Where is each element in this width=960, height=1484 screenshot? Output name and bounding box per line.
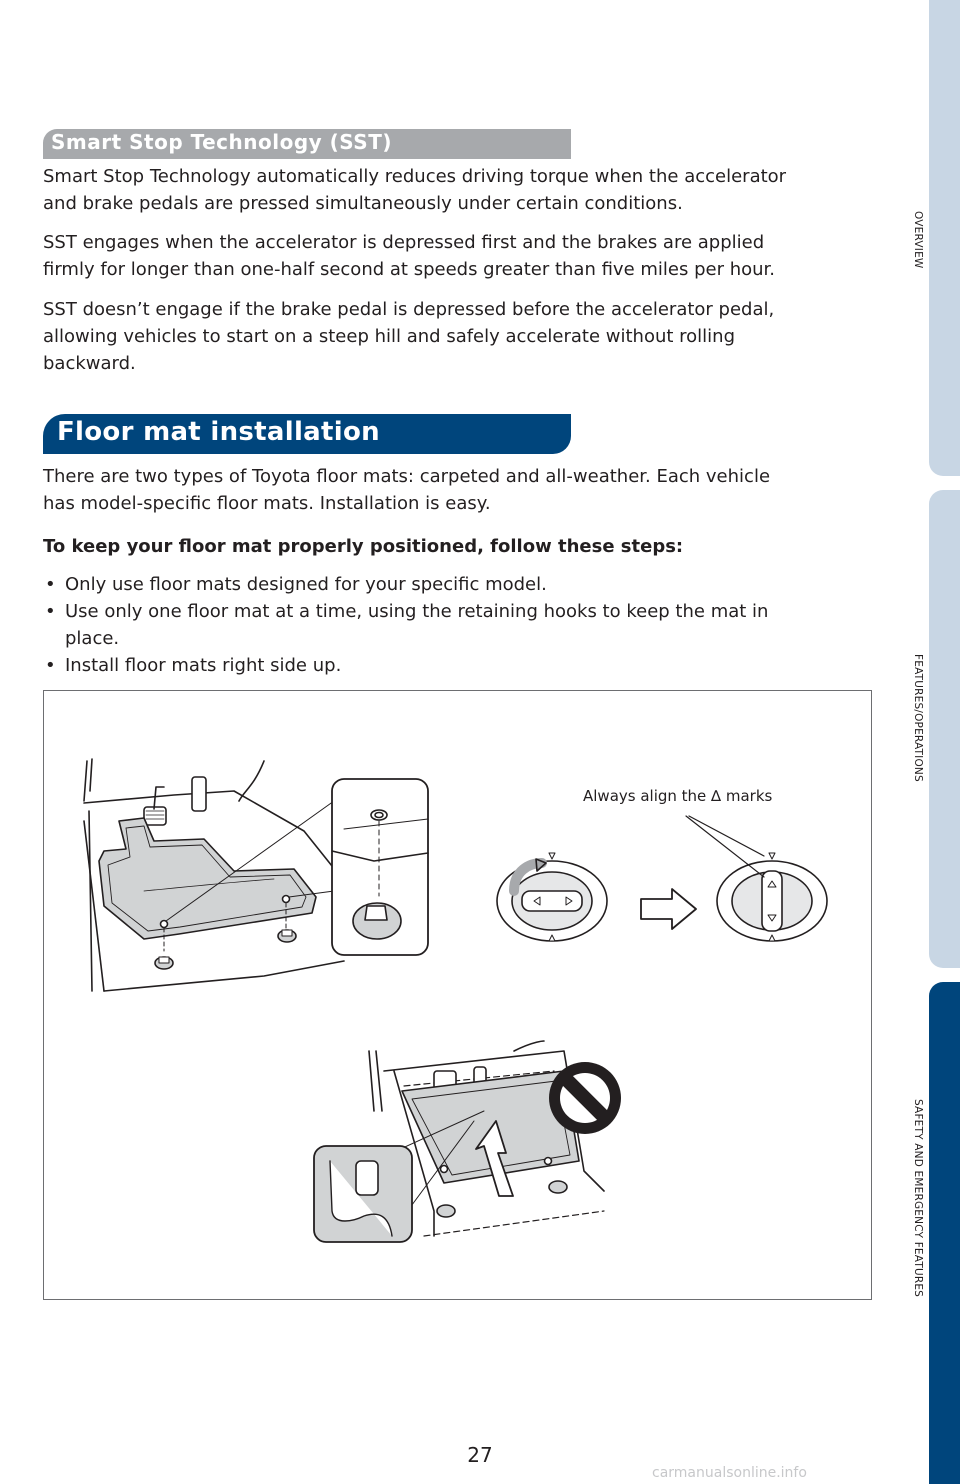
floor-mat-heading: Floor mat installation [57,417,380,447]
list-item [43,571,873,598]
bullet-icon: • [45,655,56,676]
prohibition-icon [549,1062,621,1134]
text-line: has model-specific floor mats. Installation is easy. [43,493,491,514]
side-tab-label-safety: SAFETY AND EMERGENCY FEATURES [912,1099,924,1298]
sst-paragraph-3 [43,296,873,377]
side-tab-features[interactable] [929,490,960,968]
side-tab-overview[interactable] [929,0,960,476]
right-arrow-drawing [641,889,696,929]
floor-mat-section-header [43,414,571,454]
text-line: SST engages when the accelerator is depressed first and the brakes are applied [43,232,765,253]
sst-section-header [43,129,571,159]
side-tab-label-overview: OVERVIEW [912,211,924,269]
illustration-drawing [44,691,871,1299]
side-tab-safety[interactable] [929,982,960,1484]
floor-mat-intro [43,463,873,517]
text-line: firmly for longer than one-half second at speeds greater than five miles per hour. [43,259,775,280]
sst-heading: Smart Stop Technology (SST) [51,130,392,154]
text-line: SST doesn’t engage if the brake pedal is depressed before the accelerator pedal, [43,299,775,320]
clip-before-drawing [497,853,607,941]
text-line: backward. [43,353,136,374]
list-item [43,652,873,679]
steps-list [43,571,873,679]
text-line: and brake pedals are pressed simultaneously under certain conditions. [43,193,683,214]
bullet-icon: • [45,601,56,622]
align-marks-label: Always align the ∆ marks [583,787,773,805]
text-line: Smart Stop Technology automatically reduces driving torque when the accelerator [43,166,787,187]
watermark: carmanualsonline.info [652,1465,807,1481]
side-tab-label-features: FEATURES/OPERATIONS [912,654,924,782]
mat-edge-zoom-callout [314,1146,412,1242]
list-item [43,598,873,652]
sst-paragraph-1 [43,163,873,217]
text-line: place. [65,628,120,649]
page-number: 27 [467,1443,493,1467]
sst-paragraph-2 [43,229,873,283]
text-line: allowing vehicles to start on a steep hill and safely accelerate without rolling [43,326,736,347]
clip-after-drawing [686,816,827,941]
text-line: Only use floor mats designed for your specific model. [65,574,547,595]
footwell-mat-drawing [84,759,344,991]
text-line: Install floor mats right side up. [65,655,342,676]
hook-zoom-callout [332,779,428,955]
steps-heading: To keep your floor mat properly positioned, follow these steps: [43,536,684,557]
bullet-icon: • [45,574,56,595]
text-line: Use only one floor mat at a time, using the retaining hooks to keep the mat in [65,601,769,622]
floor-mat-illustration [43,690,872,1300]
text-line: There are two types of Toyota floor mats: carpeted and all-weather. Each vehicle [43,466,771,487]
